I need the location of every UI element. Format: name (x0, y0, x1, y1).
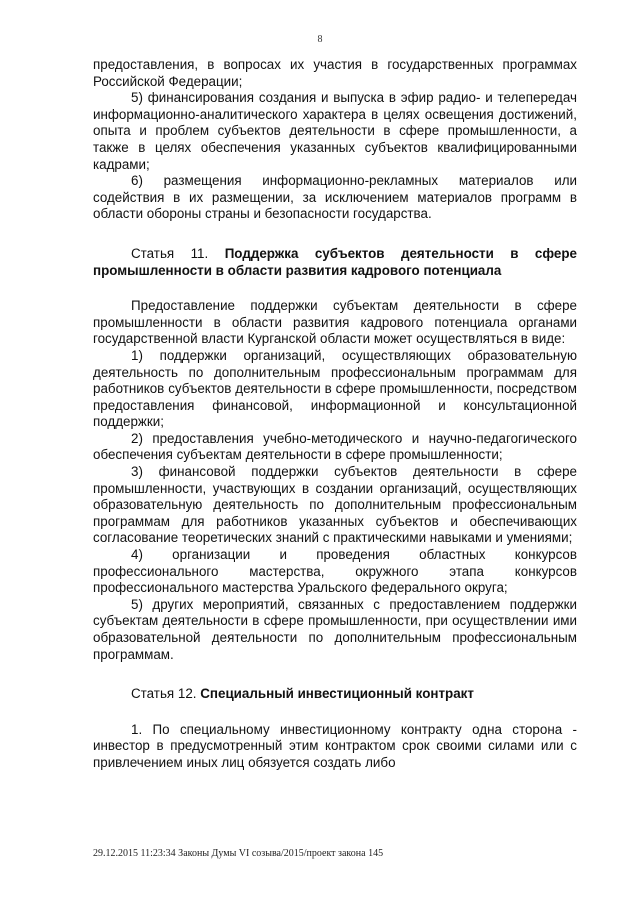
paragraph: 1. По специальному инвестиционному контракту одна сторона - инвестор в предусмотренный этим контрактом срок своими силами или с привлечением иных лиц обязуется создать либо (93, 721, 577, 770)
article-title: Специальный инвестиционный контракт (200, 686, 474, 702)
paragraph: 2) предоставления учебно-методического и научно-педагогического обеспечения субъектам деятельности в сфере промышленности; (93, 430, 577, 463)
paragraph: 4) организации и проведения областных конкурсов профессионального мастерства, окружного этапа конкурсов профессионального мастерства Уральского федерального округа; (93, 547, 577, 596)
footer-timestamp: 29.12.2015 11:23:34 Законы Думы VI созыва/2015/проект закона 145 (93, 848, 384, 859)
article-heading (93, 246, 577, 279)
page-number: 8 (317, 34, 323, 45)
paragraph: 6) размещения информационно-рекламных материалов или содействия в их размещении, за исключением материалов программ в области обороны страны и безопасности государства. (93, 173, 577, 222)
paragraph: 5) других мероприятий, связанных с предоставлением поддержки субъектам деятельности в сфере промышленности, при осуществлении ими образовательной деятельности по дополнительным профессиональным программам. (93, 596, 577, 662)
section-spacer (93, 703, 577, 722)
document-body (93, 57, 577, 772)
section-spacer (93, 279, 577, 298)
section-spacer (93, 663, 577, 686)
paragraph: Предоставление поддержки субъектам деятельности в сфере промышленности в области развития кадрового потенциала органами государственной власти Курганской области может осуществляться в виде: (93, 298, 577, 347)
article-number: Статья 11. (131, 245, 209, 261)
paragraph: 1) поддержки организаций, осуществляющих образовательную деятельность по дополнительным профессиональным программам для работников субъектов деятельности в сфере промышленности, посредством предоставления финансовой, информационной и консультационной поддержки; (93, 347, 577, 430)
article-title: Поддержка субъектов деятельности в сфере промышленности в области развития кадрового потенциала (93, 245, 577, 278)
paragraph: 3) финансовой поддержки субъектов деятельности в сфере промышленности, участвующих в создании организаций, осуществляющих образовательную деятельность по дополнительным профессиональным программам для работников указанных субъектов и обеспечивающих согласование теоретических знаний с практическими навыками и умениями; (93, 464, 577, 546)
article-number: Статья 12. (131, 686, 197, 702)
paragraph: предоставления, в вопросах их участия в государственных программах Российской Федерации; (93, 57, 577, 89)
article-heading (93, 686, 577, 703)
paragraph: 5) финансирования создания и выпуска в эфир радио- и телепередач информационно-аналитического характера в целях освещения достижений, опыта и проблем субъектов деятельности в сфере промышленности, а также в целях обеспечения указанных субъектов квалифицированными кадрами; (93, 90, 577, 172)
section-spacer (93, 223, 577, 246)
